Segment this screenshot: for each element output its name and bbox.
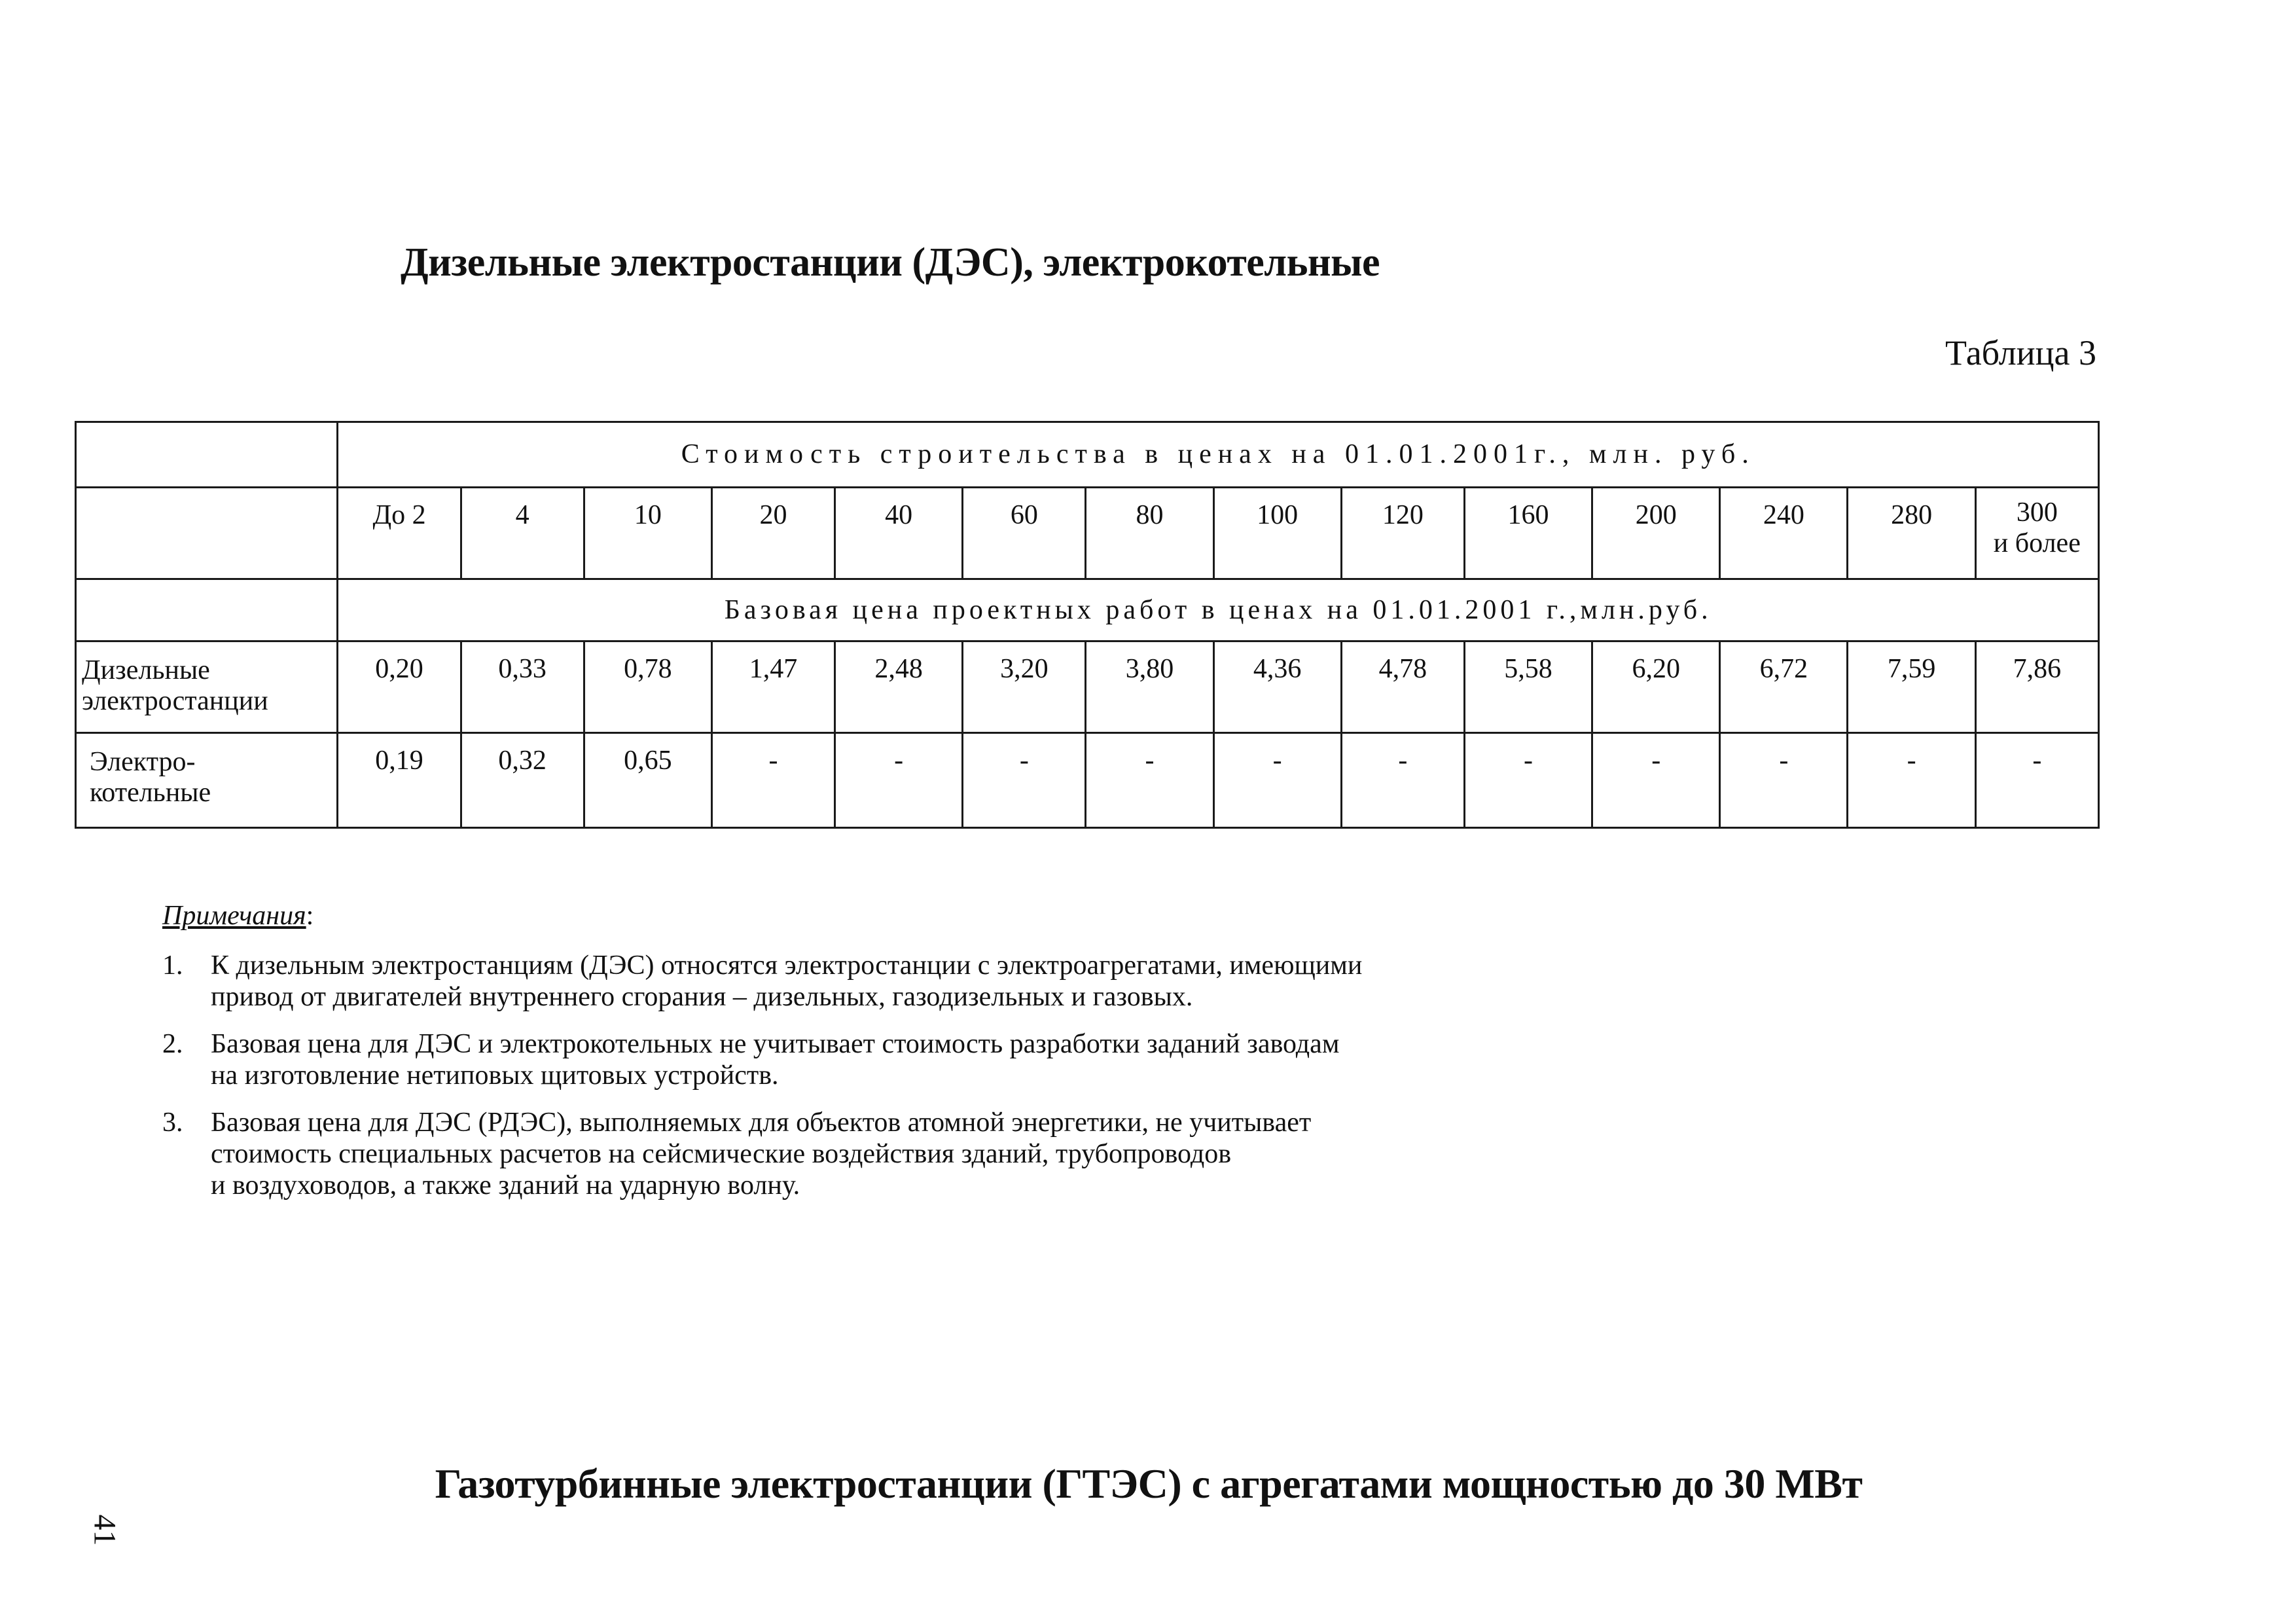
table-cell: 3,20 [963, 641, 1086, 733]
row-label: Дизельные электростанции [76, 641, 338, 733]
table-cell: - [1086, 733, 1213, 828]
table-cell: - [1975, 733, 2098, 828]
table-cell: 0,20 [338, 641, 461, 733]
note-text: Базовая цена для ДЭС и электрокотельных не учитывает стоимость разработки заданий заводам на изготовление нетиповых щитовых устройств. [211, 1029, 1340, 1091]
table-cell: - [835, 733, 963, 828]
table-cell: 7,59 [1848, 641, 1975, 733]
note-number: 3. [162, 1108, 183, 1138]
cost-column-header: 240 [1720, 488, 1848, 579]
notes-heading: Примечания [162, 901, 306, 931]
cost-column-header: 20 [711, 488, 834, 579]
table-cell: 0,65 [584, 733, 711, 828]
table-cell: 4,36 [1213, 641, 1341, 733]
table-cell: - [963, 733, 1086, 828]
cost-column-header: 280 [1848, 488, 1975, 579]
price-header: Базовая цена проектных работ в ценах на 01.01.2001 г.,млн.руб. [338, 579, 2099, 641]
table-cell: 3,80 [1086, 641, 1213, 733]
table-cell: 0,78 [584, 641, 711, 733]
table-cell: 4,78 [1341, 641, 1464, 733]
table-cell: 7,86 [1975, 641, 2098, 733]
cost-column-header: 4 [461, 488, 584, 579]
table-cell: - [1720, 733, 1848, 828]
table-cell: 5,58 [1464, 641, 1592, 733]
empty-label-cell [76, 579, 338, 641]
table-cell: 0,32 [461, 733, 584, 828]
price-table [75, 421, 2100, 829]
note-text: Базовая цена для ДЭС (РДЭС), выполняемых для объектов атомной энергетики, не учитывает стоимость специальных расчетов на сейсмические воздействия зданий, трубопроводов и воздуховодов, а также зданий на ударную волну. [211, 1108, 1312, 1200]
cost-header: Стоимость строительства в ценах на 01.01.2001г., млн. руб. [338, 422, 2099, 488]
page-number: 41 [87, 1514, 122, 1546]
table-cell: 6,20 [1592, 641, 1720, 733]
note-item [162, 1028, 1504, 1091]
table-cell: - [1592, 733, 1720, 828]
table-row [76, 733, 2099, 828]
table-row [76, 641, 2099, 733]
table-cell: 0,33 [461, 641, 584, 733]
note-number: 2. [162, 1029, 183, 1059]
table-cell: - [1213, 733, 1341, 828]
cost-column-header: 120 [1341, 488, 1464, 579]
price-header-row [76, 579, 2099, 641]
table-cell: 1,47 [711, 641, 834, 733]
cost-column-header: 80 [1086, 488, 1213, 579]
note-item [162, 950, 1504, 1013]
note-text: К дизельным электростанциям (ДЭС) относятся электростанции с электроагрегатами, имеющими привод от двигателей внутреннего сгорания – дизельных, газодизельных и газовых. [211, 950, 1363, 1012]
cost-column-header: 40 [835, 488, 963, 579]
table-cell: - [711, 733, 834, 828]
empty-label-cell [76, 488, 338, 579]
table-cell: 0,19 [338, 733, 461, 828]
table-cell: - [1464, 733, 1592, 828]
cost-column-header: 160 [1464, 488, 1592, 579]
cost-column-header: До 2 [338, 488, 461, 579]
notes-heading-colon: : [306, 901, 314, 931]
cost-column-header: 60 [963, 488, 1086, 579]
table-cell: 6,72 [1720, 641, 1848, 733]
next-section-title: Газотурбинные электростанции (ГТЭС) с агрегатами мощностью до 30 МВт [435, 1460, 1863, 1507]
cost-column-header: 10 [584, 488, 711, 579]
cost-column-header: 200 [1592, 488, 1720, 579]
table-number-label: Таблица 3 [1945, 333, 2096, 372]
empty-corner-cell [76, 422, 338, 488]
table-cell: - [1341, 733, 1464, 828]
notes-section [162, 900, 1504, 1217]
note-item [162, 1107, 1504, 1201]
table-cell: 2,48 [835, 641, 963, 733]
cost-columns-row [76, 488, 2099, 579]
cost-column-header: 300 и более [1975, 488, 2098, 579]
cost-column-header: 100 [1213, 488, 1341, 579]
note-number: 1. [162, 950, 183, 981]
row-label: Электро- котельные [76, 733, 338, 828]
section-title: Дизельные электростанции (ДЭС), электрокотельные [400, 240, 1380, 285]
cost-header-row [76, 422, 2099, 488]
notes-heading-line [162, 900, 1504, 931]
table-cell: - [1848, 733, 1975, 828]
